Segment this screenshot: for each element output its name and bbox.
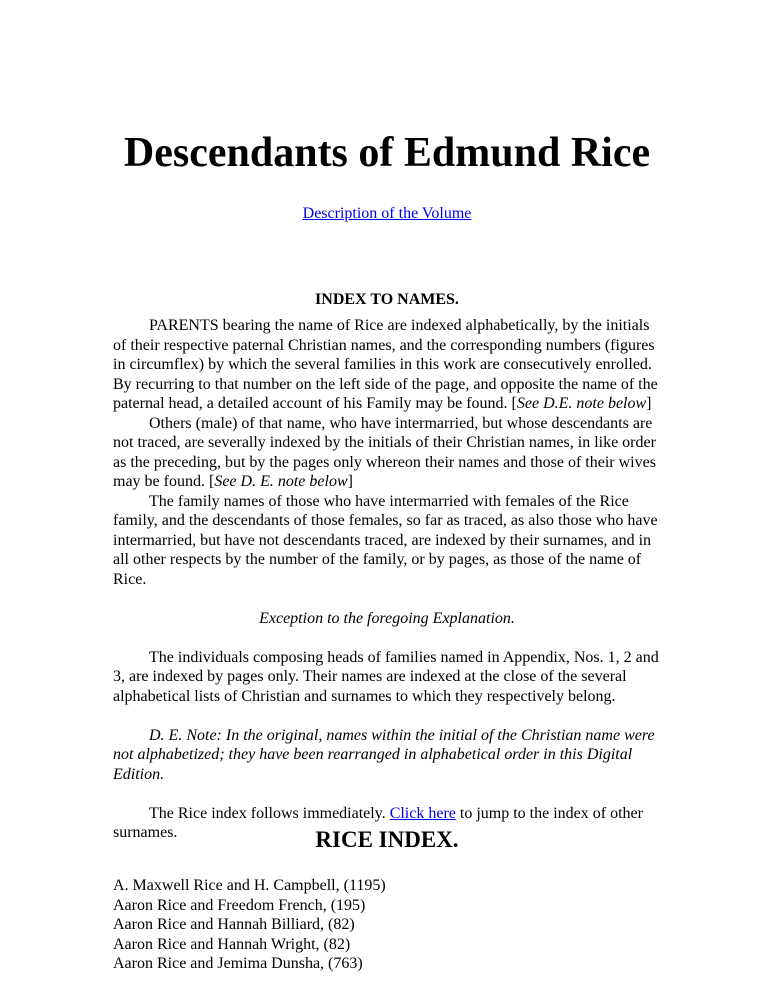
exception-heading: Exception to the foregoing Explanation.	[259, 609, 515, 627]
index-entry: A. Maxwell Rice and H. Campbell, (1195)	[113, 877, 386, 894]
bracket: ]	[347, 473, 353, 490]
rice-index-heading: RICE INDEX.	[315, 827, 459, 852]
click-here-link[interactable]: Click here	[389, 804, 456, 822]
explanation-text	[113, 316, 661, 843]
page-title: Descendants of Edmund Rice	[123, 130, 651, 176]
paragraph-text: Others (male) of that name, who have intermarried, but whose descendants are not traced, are severally indexed by the initials of their Christian names, in like order as the preceding, but by the pages only whereon their names and those of their wives may be found. [	[113, 414, 656, 490]
paragraph-appendix: The individuals composing heads of families named in Appendix, Nos. 1, 2 and 3, are indexed by pages only. Their names are indexed at the close of the several alphabetical lists of Christian and surnames to which they respectively belong.	[113, 648, 659, 705]
paragraph-text: PARENTS bearing the name of Rice are indexed alphabetically, by the initials of their respective paternal Christian names, and the corresponding numbers (figures in circumflex) by which the several families in this work are consecutively enrolled. By recurring to that number on the left side of the page, and opposite the name of the paternal head, a detailed account of his Family may be found. [	[113, 317, 658, 412]
index-entry: Aaron Rice and Hannah Billiard, (82)	[113, 916, 355, 933]
index-heading: INDEX TO NAMES.	[315, 291, 459, 308]
description-link[interactable]: Description of the Volume	[302, 205, 472, 222]
bracket: ]	[646, 395, 652, 412]
index-entry: Aaron Rice and Jemima Dunsha, (763)	[113, 955, 363, 972]
index-entry: Aaron Rice and Freedom French, (195)	[113, 896, 366, 914]
rice-index-list	[113, 876, 661, 974]
index-entry: Aaron Rice and Hannah Wright, (82)	[113, 935, 351, 953]
description-line	[113, 204, 661, 224]
paragraph-others	[113, 414, 661, 492]
paragraph-parents	[113, 316, 661, 414]
note-reference: See D.E. note below	[516, 395, 647, 412]
de-note: D. E. Note: In the original, names within the initial of the Christian name were not alphabetized; they have been rearranged in alphabetical order in this Digital Edition.	[113, 726, 655, 783]
paragraph-text: to jump to the index of other surnames.	[113, 804, 643, 841]
paragraph-text: The Rice index follows immediately.	[149, 804, 390, 822]
note-reference: See D. E. note below	[214, 473, 348, 490]
paragraph-family-names: The family names of those who have intermarried with females of the Rice family, and the descendants of those females, so far as traced, as also those who have intermarried, but have not descendants traced, are indexed by their surnames, and in all other respects by the number of the family, or by pages, as those of the name of Rice.	[113, 492, 658, 588]
